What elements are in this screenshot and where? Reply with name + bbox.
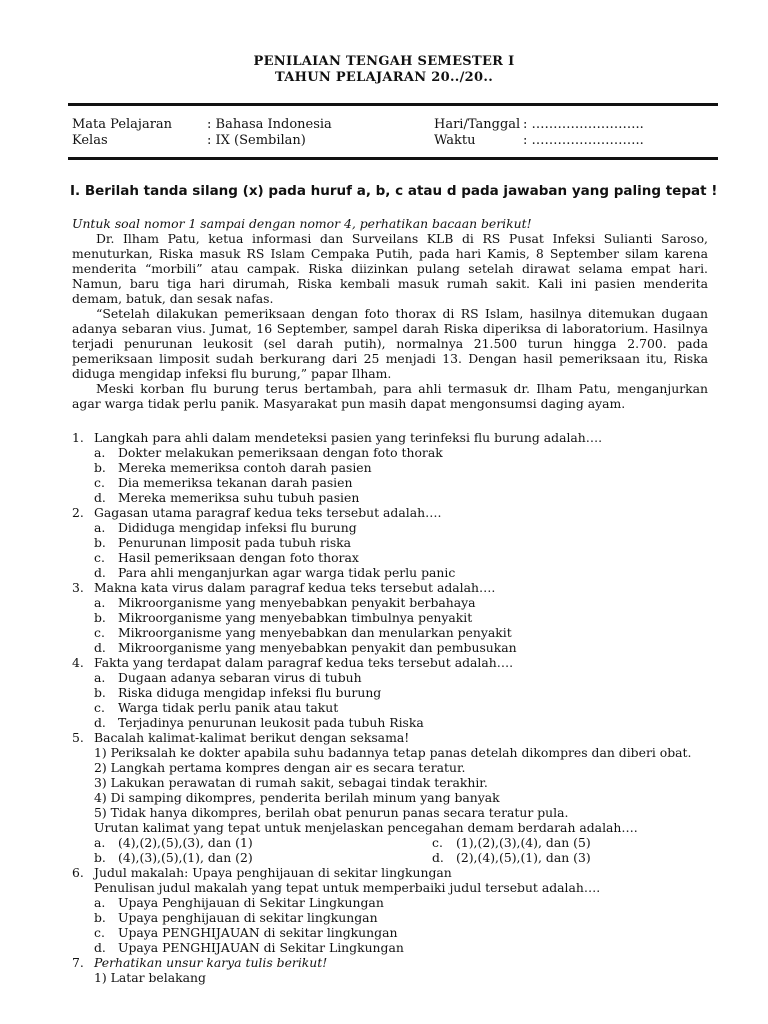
option-d-letter[interactable]: d. — [432, 850, 444, 865]
exam-title: PENILAIAN TENGAH SEMESTER I — [253, 54, 515, 69]
option-d[interactable]: (2),(4),(5),(1), dan (3) — [456, 850, 591, 865]
question-2 — [72, 505, 712, 520]
option-a[interactable] — [72, 445, 712, 460]
question-number: 5. — [72, 730, 84, 745]
option-letter: a. — [94, 895, 106, 910]
option-text: Dokter melakukan pemeriksaan dengan foto thorak — [118, 445, 443, 460]
reading-intro: Untuk soal nomor 1 sampai dengan nomor 4, perhatikan bacaan berikut! — [72, 216, 532, 231]
option-letter: c. — [94, 925, 105, 940]
option-text: Dia memeriksa tekanan darah pasien — [118, 475, 353, 490]
option-letter: d. — [94, 940, 106, 955]
option-text: Upaya penghijauan di sekitar lingkungan — [118, 910, 378, 925]
exam-year: TAHUN PELAJARAN 20../20.. — [274, 70, 494, 85]
question-stem: Judul makalah: Upaya penghijauan di sekitar lingkungan — [94, 865, 452, 880]
option-b[interactable] — [72, 910, 712, 925]
option-text: Para ahli menganjurkan agar warga tidak perlu panic — [118, 565, 456, 580]
option-d[interactable] — [72, 565, 712, 580]
question-list — [72, 430, 712, 985]
option-letter: d. — [94, 490, 106, 505]
option-text: Upaya PENGHIJAUAN di sekitar lingkungan — [118, 925, 398, 940]
option-text: Riska diduga mengidap infeksi flu burung — [118, 685, 382, 700]
question-stem: Bacalah kalimat-kalimat berikut dengan seksama! — [94, 730, 410, 745]
option-letter: b. — [94, 460, 106, 475]
question-number: 7. — [72, 955, 84, 970]
question-number: 3. — [72, 580, 84, 595]
option-letter: a. — [94, 595, 106, 610]
option-text: Mikroorganisme yang menyebabkan penyakit dan pembusukan — [118, 640, 517, 655]
reading-paragraph-2: “Setelah dilakukan pemeriksaan dengan foto thorax di RS Islam, hasilnya ditemukan dugaan adanya sebaran vius. Jumat, 16 September, sampel darah Riska diperiksa di laboratorium. Hasilnya terjadi penurunan leukosit (sel darah putih), normalnya 21.500 turun hingga 2.700. pada pemeriksaan limposit sudah berkurang dari 25 menjadi 13. Dengan hasil pemeriksaan itu, Riska diduga mengidap infeksi flu burung,” papar Ilham. — [72, 306, 708, 381]
question-stem: Makna kata virus dalam paragraf kedua teks tersebut adalah…. — [94, 580, 496, 595]
option-letter: d. — [94, 715, 106, 730]
option-letter: a. — [94, 520, 106, 535]
option-b-letter[interactable]: b. — [94, 850, 106, 865]
sentence-5: 5) Tidak hanya dikompres, berilah obat penurun panas secara teratur pula. — [94, 805, 569, 820]
option-text: Mereka memeriksa contoh darah pasien — [118, 460, 372, 475]
option-letter: c. — [94, 550, 105, 565]
subject-label: Mata Pelajaran — [72, 117, 173, 132]
question-3 — [72, 580, 712, 595]
question-stem: Fakta yang terdapat dalam paragraf kedua teks tersebut adalah…. — [94, 655, 514, 670]
option-text: Hasil pemeriksaan dengan foto thorax — [118, 550, 359, 565]
reading-paragraph-3: Meski korban flu burung terus bertambah, para ahli termasuk dr. Ilham Patu, menganjurkan agar warga tidak perlu panik. Masyarakat pun masih dapat mengonsumsi daging ayam. — [72, 381, 708, 411]
question-4 — [72, 655, 712, 670]
option-d[interactable] — [72, 715, 712, 730]
option-a-letter[interactable]: a. — [94, 835, 106, 850]
option-b[interactable] — [72, 460, 712, 475]
question-prompt: Penulisan judul makalah yang tepat untuk memperbaiki judul tersebut adalah…. — [94, 880, 601, 895]
date-label: Hari/Tanggal — [434, 117, 521, 132]
option-d[interactable] — [72, 940, 712, 955]
option-letter: b. — [94, 535, 106, 550]
option-letter: d. — [94, 640, 106, 655]
date-value: : …………………….. — [523, 117, 644, 132]
option-letter: d. — [94, 565, 106, 580]
sentence-3: 3) Lakukan perawatan di rumah sakit, sebagai tindak terakhir. — [94, 775, 488, 790]
question-number: 6. — [72, 865, 84, 880]
reading-paragraph-1: Dr. Ilham Patu, ketua informasi dan Surveilans KLB di RS Pusat Infeksi Sulianti Saroso, menuturkan, Riska masuk RS Islam Cempaka Putih, pada hari Kamis, 8 September silam karena menderita “morbili” atau campak. Riska diizinkan pulang setelah dirawat selama empat hari. Namun, baru tiga hari dirumah, Riska kembali masuk rumah sakit. Kali ini pasien menderita demam, batuk, dan sesak nafas. — [72, 231, 708, 306]
option-text: Dididuga mengidap infeksi flu burung — [118, 520, 357, 535]
option-letter: b. — [94, 910, 106, 925]
option-text: Penurunan limposit pada tubuh riska — [118, 535, 352, 550]
option-letter: b. — [94, 685, 106, 700]
question-number: 2. — [72, 505, 84, 520]
option-text: Upaya PENGHIJAUAN di Sekitar Lingkungan — [118, 940, 404, 955]
subject-value: : Bahasa Indonesia — [207, 117, 332, 132]
question-stem: Langkah para ahli dalam mendeteksi pasien yang terinfeksi flu burung adalah…. — [94, 430, 603, 445]
option-a[interactable] — [72, 520, 712, 535]
time-label: Waktu — [434, 133, 476, 148]
element-1: 1) Latar belakang — [94, 970, 206, 985]
question-stem: Gagasan utama paragraf kedua teks tersebut adalah…. — [94, 505, 442, 520]
option-c[interactable] — [72, 700, 712, 715]
option-letter: c. — [94, 625, 105, 640]
reading-passage — [72, 216, 708, 411]
bottom-divider — [68, 157, 718, 160]
option-a[interactable] — [72, 670, 712, 685]
option-letter: b. — [94, 610, 106, 625]
sentence-2: 2) Langkah pertama kompres dengan air es secara teratur. — [94, 760, 466, 775]
option-text: Mereka memeriksa suhu tubuh pasien — [118, 490, 360, 505]
question-7 — [72, 955, 712, 970]
option-c[interactable]: (1),(2),(3),(4), dan (5) — [456, 835, 591, 850]
option-b[interactable] — [72, 610, 712, 625]
option-text: Mikroorganisme yang menyebabkan dan menularkan penyakit — [118, 625, 512, 640]
option-c[interactable] — [72, 925, 712, 940]
option-text: Mikroorganisme yang menyebabkan timbulnya penyakit — [118, 610, 473, 625]
question-prompt: Urutan kalimat yang tepat untuk menjelaskan pencegahan demam berdarah adalah…. — [94, 820, 638, 835]
question-1 — [72, 430, 712, 445]
time-value: : …………………….. — [523, 133, 644, 148]
option-b[interactable] — [72, 535, 712, 550]
option-a[interactable] — [72, 595, 712, 610]
option-row-bd — [72, 850, 712, 865]
question-6 — [72, 865, 712, 880]
option-b[interactable]: (4),(3),(5),(1), dan (2) — [118, 850, 253, 865]
top-divider — [68, 103, 718, 106]
option-c[interactable] — [72, 550, 712, 565]
sentence-1: 1) Periksalah ke dokter apabila suhu badannya tetap panas detelah dikompres dan diberi obat. — [94, 745, 692, 760]
option-text: Mikroorganisme yang menyebabkan penyakit berbahaya — [118, 595, 476, 610]
option-c[interactable] — [72, 475, 712, 490]
option-d[interactable] — [72, 640, 712, 655]
question-number: 4. — [72, 655, 84, 670]
option-letter: a. — [94, 445, 106, 460]
section-instruction: I. Berilah tanda silang (x) pada huruf a, b, c atau d pada jawaban yang paling tepat ! — [70, 183, 718, 199]
option-letter: a. — [94, 670, 106, 685]
option-a[interactable] — [72, 895, 712, 910]
option-text: Dugaan adanya sebaran virus di tubuh — [118, 670, 362, 685]
option-letter: c. — [94, 475, 105, 490]
option-c-letter[interactable]: c. — [432, 835, 443, 850]
option-text: Warga tidak perlu panik atau takut — [118, 700, 339, 715]
sentence-4: 4) Di samping dikompres, penderita berilah minum yang banyak — [94, 790, 500, 805]
option-c[interactable] — [72, 625, 712, 640]
class-label: Kelas — [72, 133, 108, 148]
question-number: 1. — [72, 430, 84, 445]
option-d[interactable] — [72, 490, 712, 505]
option-a[interactable]: (4),(2),(5),(3), dan (1) — [118, 835, 253, 850]
option-letter: c. — [94, 700, 105, 715]
question-5 — [72, 730, 712, 745]
option-text: Upaya Penghijauan di Sekitar Lingkungan — [118, 895, 384, 910]
option-text: Terjadinya penurunan leukosit pada tubuh Riska — [118, 715, 424, 730]
question-stem: Perhatikan unsur karya tulis berikut! — [94, 955, 328, 970]
option-row-ac — [72, 835, 712, 850]
option-b[interactable] — [72, 685, 712, 700]
class-value: : IX (Sembilan) — [207, 133, 306, 148]
